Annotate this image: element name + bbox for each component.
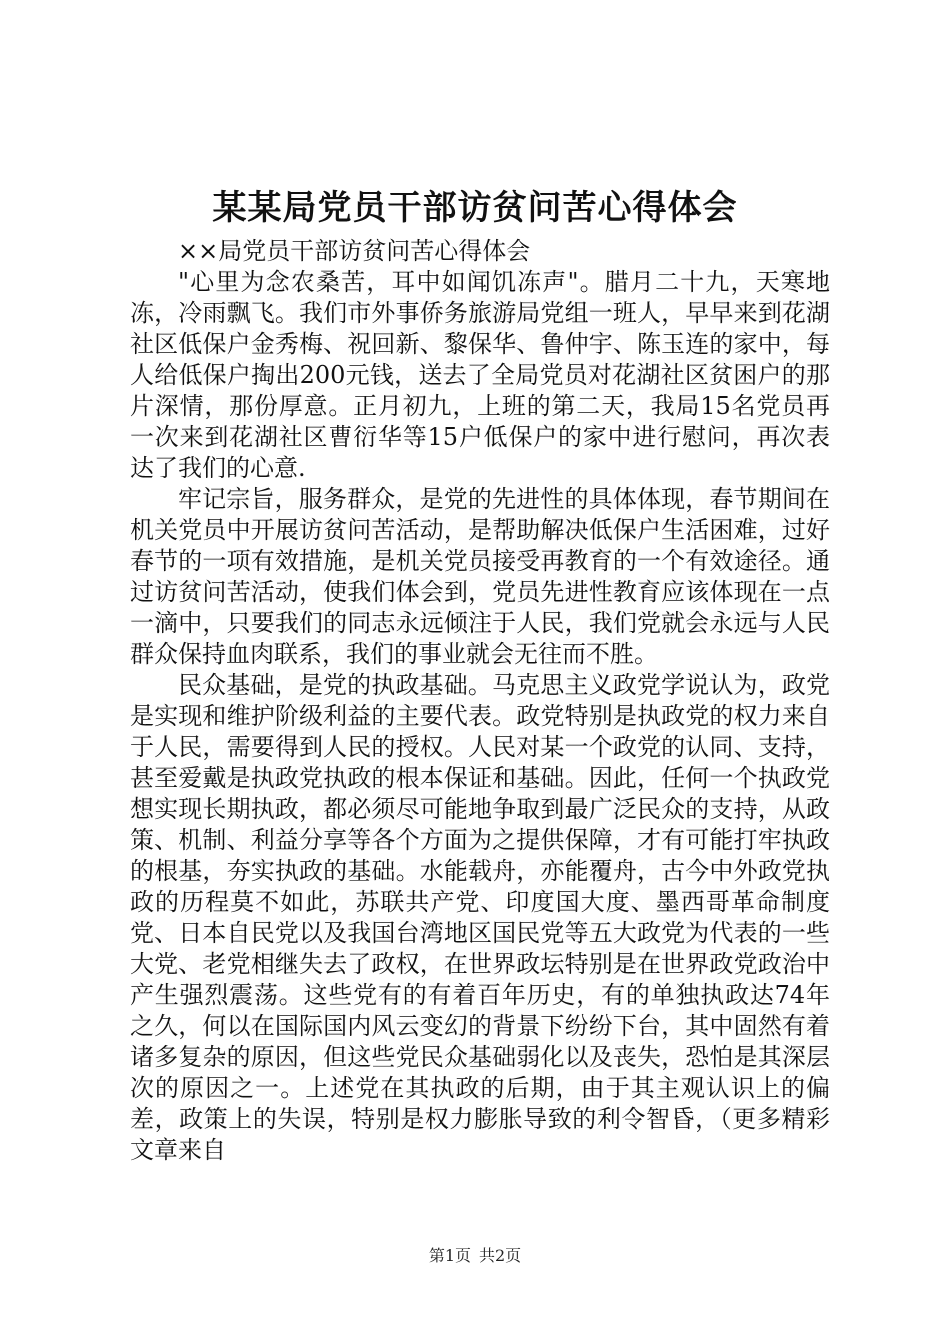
page-number-total: 共2页 [479, 1246, 522, 1265]
paragraph-subtitle: ××局党员干部访贫问苦心得体会 [178, 237, 531, 265]
paragraph-1: "心里为念农桑苦，耳中如闻饥冻声"。腊月二十九，天寒地冻，冷雨飘飞。我们市外事侨务旅游局党组一班人，早早来到花湖社区低保户金秀梅、祝回新、黎保华、鲁仲宇、陈玉连的家中，每人给低保户掏出200元钱，送去了全局党员对花湖社区贫困户的那片深情，那份厚意。正月初九，上班的第二天，我局15名党员再一次来到花湖社区曹衍华等15户低保户的家中进行慰问，再次表达了我们的心意. [130, 268, 830, 482]
paragraph-2: 牢记宗旨，服务群众，是党的先进性的具体体现，春节期间在机关党员中开展访贫问苦活动，是帮助解决低保户生活困难，过好春节的一项有效措施，是机关党员接受再教育的一个有效途径。通过访贫问苦活动，使我们体会到，党员先进性教育应该体现在一点一滴中，只要我们的同志永远倾注于人民，我们党就会永远与人民群众保持血肉联系，我们的事业就会无往而不胜。 [130, 485, 830, 668]
document-body [130, 236, 830, 1166]
page-footer [0, 1245, 950, 1267]
paragraph-3: 民众基础，是党的执政基础。马克思主义政党学说认为，政党是实现和维护阶级利益的主要代表。政党特别是执政党的权力来自于人民，需要得到人民的授权。人民对某一个政党的认同、支持，甚至爱戴是执政党执政的根本保证和基础。因此，任何一个执政党想实现长期执政，都必须尽可能地争取到最广泛民众的支持，从政策、机制、利益分享等各个方面为之提供保障，才有可能打牢执政的根基，夯实执政的基础。水能载舟，亦能覆舟，古今中外政党执政的历程莫不如此，苏联共产党、印度国大度、墨西哥革命制度党、日本自民党以及我国台湾地区国民党等五大政党为代表的一些大党、老党相继失去了政权，在世界政坛特别是在世界政党政治中产生强烈震荡。这些党有的有着百年历史，有的单独执政达74年之久，何以在国际国内风云变幻的背景下纷纷下台，其中固然有着诸多复杂的原因，但这些党民众基础弱化以及丧失，恐怕是其深层次的原因之一。上述党在其执政的后期，由于其主观认识上的偏差，政策上的失误，特别是权力膨胀导致的利令智昏，（更多精彩文章来自 [130, 671, 830, 1164]
page-number-current: 第1页 [428, 1246, 471, 1265]
document-title: 某某局党员干部访贫问苦心得体会 [212, 188, 738, 228]
